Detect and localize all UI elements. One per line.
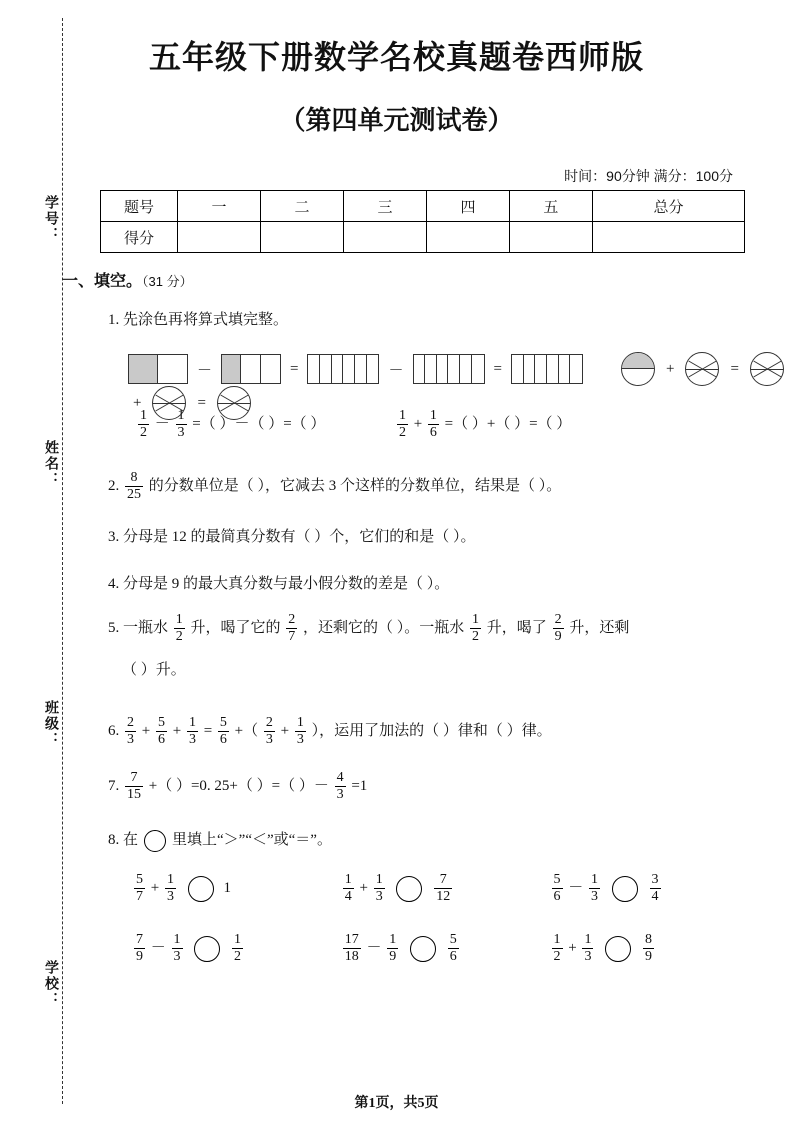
fraction-denominator: 6 [429,424,437,440]
fraction-numerator: 1 [188,715,196,730]
plus-sign: + [141,722,151,739]
fraction [335,770,346,802]
plus-open-paren: +（ [234,722,259,739]
fraction-numerator: 4 [336,770,344,785]
question-1-right-tail: =（ ）+（ ）=（ ） [444,415,572,432]
fraction [134,872,145,904]
score-cell-4[interactable] [426,222,509,253]
fraction-numerator: 8 [130,470,138,485]
fraction-numerator: 2 [554,612,562,627]
equals-sign: = [730,360,739,377]
fraction-numerator: 7 [136,932,143,947]
question-8-row-1 [132,872,772,904]
fraction-denominator: 2 [140,424,147,440]
margin-dashed-line [62,18,63,1104]
fraction-numerator: 2 [127,715,134,730]
fraction-numerator: 1 [234,932,242,947]
fraction-denominator: 6 [157,731,165,747]
fraction [397,408,408,440]
fraction [589,872,600,904]
fraction [172,932,183,964]
question-5-tail: （ ）升。 [122,662,186,679]
fraction-denominator: 3 [591,888,599,904]
compare-circle[interactable] [194,936,220,962]
section-heading [62,268,193,291]
fraction-numerator: 8 [644,932,652,947]
fraction-numerator: 7 [439,872,447,887]
fraction-numerator: 5 [219,715,227,730]
score-cell-total[interactable] [592,222,744,253]
fraction-denominator: 3 [296,731,304,747]
score-cell-5[interactable] [509,222,592,253]
minus-sign: － [154,415,170,432]
question-1-equations [136,408,571,440]
equals-sign: = [203,722,213,739]
fraction [434,872,452,904]
margin-label-student-id: 学号： [44,195,60,243]
compare-item [550,932,755,964]
score-table-col-4: 四 [426,191,509,222]
fraction-numerator: 5 [553,872,561,887]
score-table-col-5: 五 [509,191,592,222]
fraction-denominator: 2 [472,628,480,644]
fraction-numerator: 3 [651,872,659,887]
fraction [125,470,143,502]
equals-sign: = [197,394,206,411]
minus-sign: － [197,362,213,379]
fraction-denominator: 2 [398,424,406,440]
question-4-text: 4. 分母是 9 的最大真分数与最小假分数的差是（ ）。 [108,576,450,592]
compare-right-value: 1 [223,879,231,896]
margin-label-name: 姓名： [44,440,60,488]
section-heading-text: 一、填空。 [62,273,143,290]
fraction-denominator: 3 [336,786,344,802]
fraction-denominator: 18 [344,948,359,964]
question-2-text: 的分数单位是（ ），它减去 3 个这样的分数单位，结果是（ ）。 [148,477,562,494]
equals-sign: = [290,360,299,377]
fraction [125,715,136,747]
fraction-numerator: 1 [175,612,183,627]
operator: － [366,939,382,956]
score-table-row-label-score: 得分 [101,222,178,253]
compare-circle[interactable] [605,936,631,962]
question-2-prefix: 2. [108,477,120,494]
compare-item [341,932,546,964]
question-6-tail: ），运用了加法的（ ）律和（ ）律。 [311,722,552,739]
fraction-denominator: 3 [375,888,383,904]
fraction-denominator: 2 [553,948,561,964]
circle-figure-3 [750,352,784,386]
question-5-mid3: 升，喝了 [486,619,547,636]
fraction-denominator: 25 [127,486,141,502]
score-table [100,190,745,253]
score-table-col-2: 二 [260,191,343,222]
question-7-prefix: 7. [108,777,120,794]
fraction-denominator: 9 [389,948,397,964]
fraction [134,932,145,964]
fraction [470,612,481,644]
compare-circle[interactable] [188,876,214,902]
fraction-numerator: 1 [591,872,599,887]
question-2 [108,470,768,502]
fraction-numerator: 5 [157,715,165,730]
equals-sign: = [493,360,502,377]
fraction [582,932,593,964]
fraction [138,408,149,440]
fraction-numerator: 1 [177,408,185,423]
fraction [286,612,297,644]
fraction-denominator: 4 [344,888,352,904]
fraction-numerator: 1 [344,872,352,887]
fraction [553,612,564,644]
bar-figure-2 [221,354,281,384]
fraction-numerator: 1 [140,408,147,423]
table-row [101,191,745,222]
question-7-tail: =1 [351,777,368,794]
score-table-col-1: 一 [178,191,261,222]
fraction-numerator: 1 [389,932,397,947]
fraction-denominator: 3 [127,731,134,747]
fraction-numerator: 1 [173,932,181,947]
fraction [165,872,176,904]
question-8-text: 8. 在 里填上“＞”“＜”或“＝”。 [108,828,778,854]
fraction-denominator: 3 [188,731,196,747]
fraction-denominator: 9 [644,948,652,964]
fraction [125,770,143,802]
fraction-denominator: 3 [584,948,592,964]
margin-label-class: 班级： [44,700,60,748]
fraction-numerator: 1 [429,408,437,423]
question-6-prefix: 6. [108,722,120,739]
question-7-mid: +（ ）=0. 25+（ ）=（ ）－ [148,777,329,794]
fraction [264,715,275,747]
fraction-numerator: 5 [136,872,143,887]
fraction-denominator: 7 [288,628,296,644]
question-6 [108,715,778,747]
fraction [156,715,167,747]
compare-item [550,872,755,904]
fraction [650,872,661,904]
fraction [643,932,654,964]
fraction-denominator: 6 [553,888,561,904]
operator: + [359,879,368,896]
bar-figure-3 [307,354,379,384]
score-table-row-label: 题号 [101,191,178,222]
compare-item [132,932,337,964]
fraction [174,612,185,644]
score-cell-1[interactable] [178,222,261,253]
fraction-denominator: 3 [265,731,273,747]
question-1-text: 1. 先涂色再将算式填完整。 [108,312,289,328]
compare-circle[interactable] [410,936,436,962]
exam-meta: 时间：90分钟 满分：100分 [564,168,733,184]
fraction-numerator: 5 [449,932,457,947]
fraction [428,408,439,440]
fraction [343,932,361,964]
compare-item [132,872,337,904]
operator: － [150,939,166,956]
question-5-mid1: 升，喝了它的 [190,619,281,636]
plus-sign: + [665,360,675,377]
score-table-col-total: 总分 [592,191,744,222]
compare-circle[interactable] [612,876,638,902]
plus-sign: + [413,415,423,432]
question-3-text: 3. 分母是 12 的最简真分数有（ ）个，它们的和是（ ）。 [108,529,476,545]
fraction-denominator: 9 [136,948,143,964]
table-row [101,222,745,253]
fraction-denominator: 9 [554,628,562,644]
fraction-numerator: 1 [296,715,304,730]
question-5 [108,612,778,684]
question-5-mid2: ，还剩它的（ ）。一瓶水 [303,619,465,636]
fraction-numerator: 1 [553,932,561,947]
fraction-numerator: 1 [584,932,592,947]
bar-figure-5 [511,354,583,384]
compare-circle-inline[interactable] [144,830,166,852]
compare-item [341,872,546,904]
operator: + [568,939,577,956]
fraction [448,932,459,964]
bar-figure-4 [413,354,485,384]
fraction [187,715,198,747]
fraction [552,872,563,904]
fraction-denominator: 4 [651,888,659,904]
compare-circle[interactable] [396,876,422,902]
fraction [387,932,398,964]
fraction-denominator: 7 [136,888,143,904]
fraction-numerator: 2 [288,612,296,627]
plus-sign: + [280,722,290,739]
fraction-numerator: 1 [166,872,174,887]
score-cell-2[interactable] [260,222,343,253]
page-subtitle: （第四单元测试卷） [279,106,514,135]
fraction-numerator: 7 [130,770,138,785]
plus-sign: + [172,722,182,739]
score-table-col-3: 三 [343,191,426,222]
score-cell-3[interactable] [343,222,426,253]
fraction-denominator: 6 [449,948,457,964]
question-7 [108,770,778,802]
fraction [552,932,563,964]
plus-sign: + [133,394,142,411]
fraction-denominator: 12 [436,888,451,904]
fraction-numerator: 17 [344,932,359,947]
margin-label-school: 学校： [44,960,60,1008]
question-8-row-2 [132,932,772,964]
fraction-denominator: 6 [219,731,227,747]
fraction [232,932,243,964]
fraction-numerator: 1 [398,408,406,423]
fraction [343,872,354,904]
question-5-prefix: 5. 一瓶水 [108,619,169,636]
fraction-numerator: 2 [265,715,273,730]
fraction-denominator: 3 [166,888,174,904]
fraction-numerator: 1 [375,872,383,887]
fraction-denominator: 2 [175,628,183,644]
fraction-numerator: 1 [472,612,480,627]
fraction-denominator: 2 [234,948,242,964]
fraction [218,715,229,747]
page-footer: 第1页，共5页 [354,1096,439,1111]
bar-figure-1 [128,354,188,384]
operator: + [150,879,160,896]
fraction [374,872,385,904]
minus-sign: － [388,362,404,379]
circle-figure-1 [621,352,655,386]
fraction-denominator: 15 [127,786,141,802]
fraction [176,408,187,440]
question-1-left-tail: =（ ）－（ ）=（ ） [192,415,326,432]
fraction-denominator: 3 [177,424,185,440]
section-points: （31 分） [142,274,193,289]
operator: － [568,879,584,896]
fraction-denominator: 3 [173,948,181,964]
circle-figure-2 [685,352,719,386]
page-title: 五年级下册数学名校真题卷西师版 [148,39,644,75]
question-5-mid4: 升，还剩 [569,619,630,636]
fraction [295,715,306,747]
